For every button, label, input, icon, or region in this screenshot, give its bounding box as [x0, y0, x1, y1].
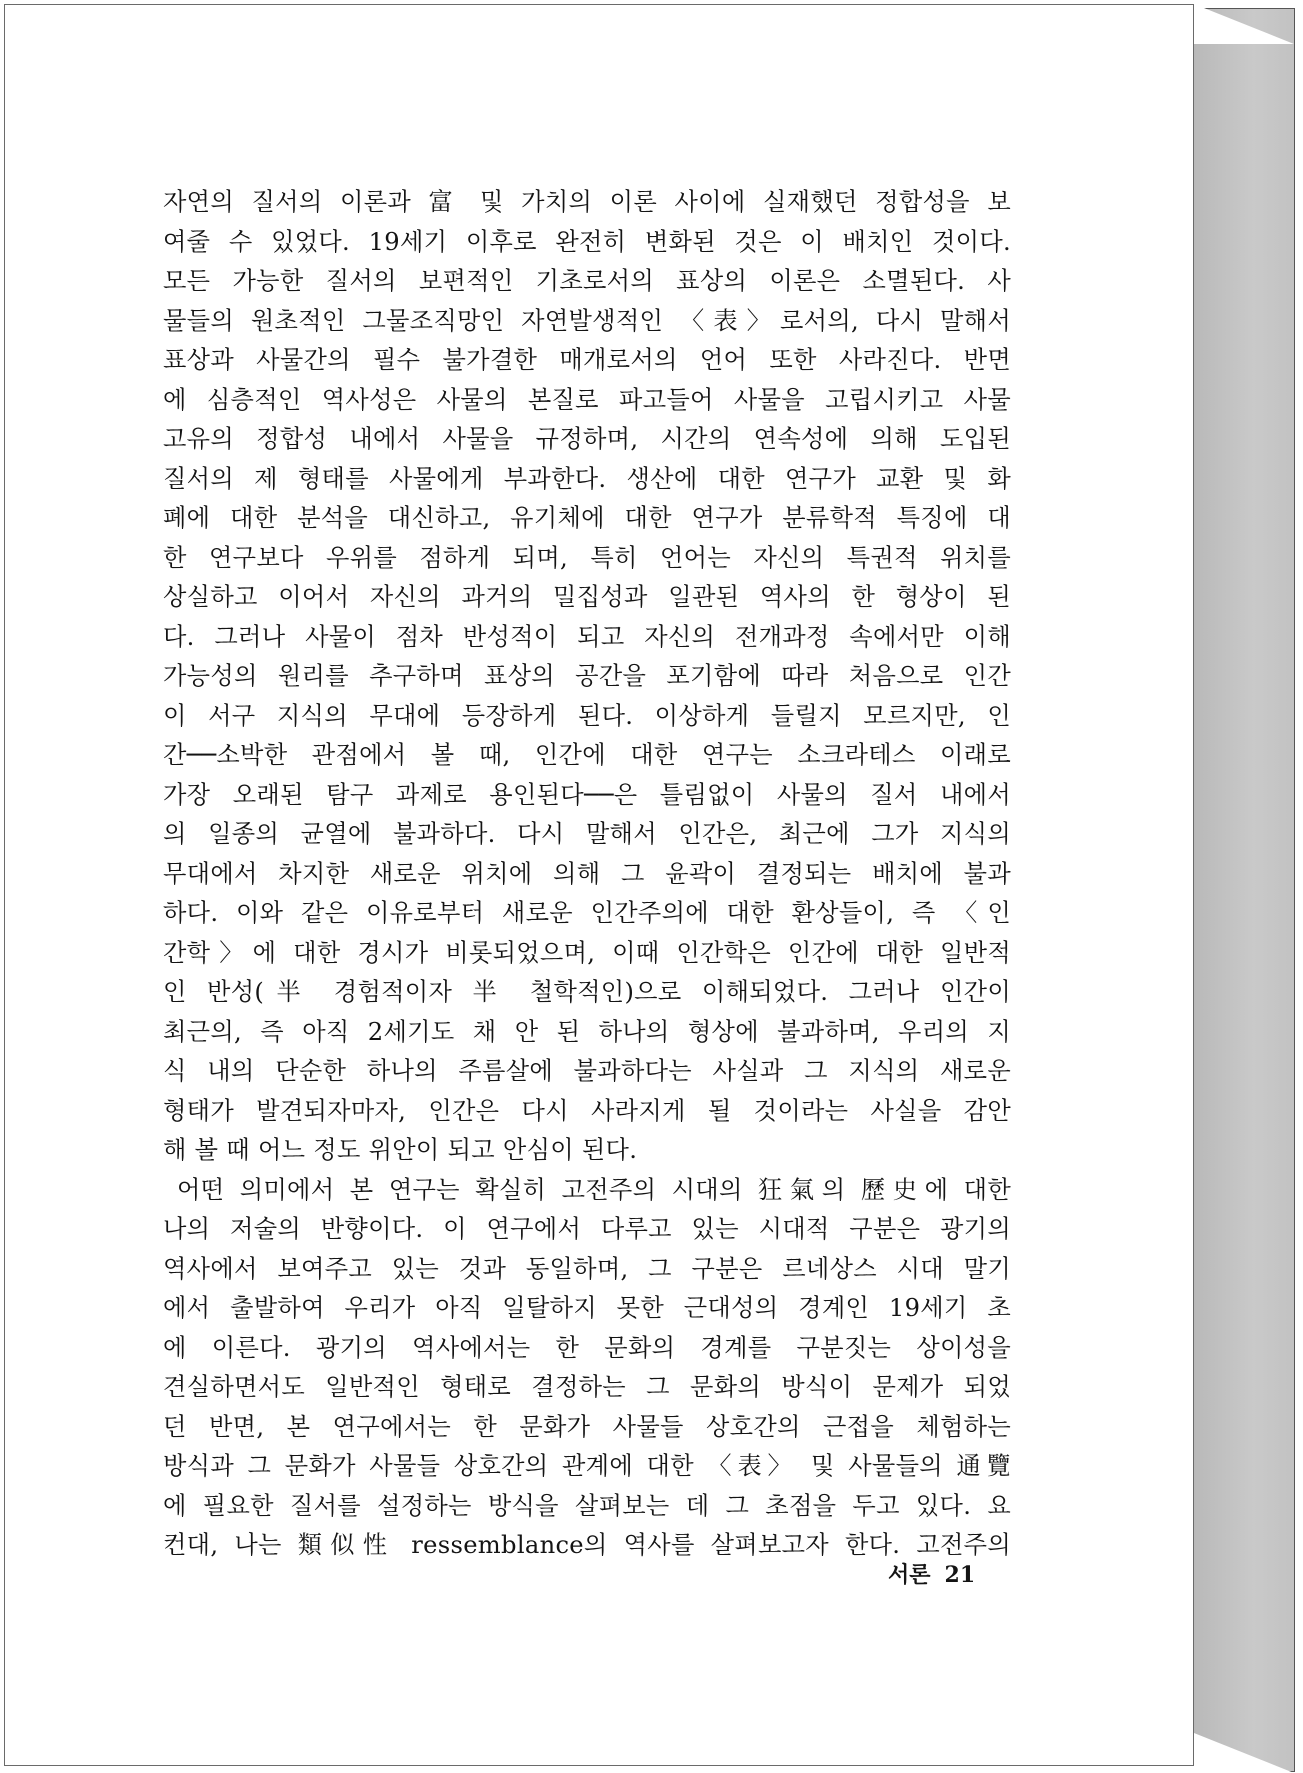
text-line: 식 내의 단순한 하나의 주름살에 불과하다는 사실과 그 지식의 새로운 [163, 1057, 1011, 1085]
text-line: 간학〉에 대한 경시가 비롯되었으며, 이때 인간학은 인간에 대한 일반적 [163, 938, 1011, 967]
text-line: 방식과 그 문화가 사물들 상호간의 관계에 대한 〈表〉 및 사물들의 通覽 [163, 1452, 1011, 1480]
text-line: 견실하면서도 일반적인 형태로 결정하는 그 문화의 방식이 문제가 되었 [163, 1373, 1011, 1401]
text-line: 질서의 제 형태를 사물에게 부과한다. 생산에 대한 연구가 교환 및 화 [163, 464, 1011, 493]
text-line: 무대에서 차지한 새로운 위치에 의해 그 윤곽이 결정되는 배치에 불과 [163, 859, 1011, 888]
text-line: 에 필요한 질서를 설정하는 방식을 살펴보는 데 그 초점을 두고 있다. 요 [163, 1491, 1011, 1520]
text-line: 물들의 원초적인 그물조직망인 자연발생적인 〈表〉로서의, 다시 말해서 [163, 306, 1011, 335]
text-line: 이 서구 지식의 무대에 등장하게 된다. 이상하게 들릴지 모르지만, 인 [163, 701, 1011, 730]
text-line: 폐에 대한 분석을 대신하고, 유기체에 대한 연구가 분류학적 특징에 대 [163, 504, 1011, 532]
text-line: 가장 오래된 탐구 과제로 용인된다──은 틀림없이 사물의 질서 내에서 [163, 780, 1011, 809]
page-edge-shadow [1194, 8, 1295, 1772]
text-line: 여줄 수 있었다. 19세기 이후로 완전히 변화된 것은 이 배치인 것이다. [163, 227, 1011, 256]
text-line: 간──소박한 관점에서 볼 때, 인간에 대한 연구는 소크라테스 이래로 [163, 741, 1011, 769]
text-line: 한 연구보다 우위를 점하게 되며, 특히 언어는 자신의 특권적 위치를 [163, 543, 1011, 572]
text-line: 나의 저술의 반향이다. 이 연구에서 다루고 있는 시대적 구분은 광기의 [163, 1215, 1011, 1243]
text-line: 형태가 발견되자마자, 인간은 다시 사라지게 될 것이라는 사실을 감안 [163, 1096, 1011, 1125]
text-line: 자연의 질서의 이론과 富 및 가치의 이론 사이에 실재했던 정합성을 보 [163, 188, 1011, 216]
folio-label: 서론 [888, 1562, 931, 1588]
text-line: 상실하고 이어서 자신의 과거의 밀집성과 일관된 역사의 한 형상이 된 [163, 583, 1011, 611]
text-line: 의 일종의 균열에 불과하다. 다시 말해서 인간은, 최근에 그가 지식의 [163, 820, 1011, 848]
text-line: 최근의, 즉 아직 2세기도 채 안 된 하나의 형상에 불과하며, 우리의 지 [163, 1017, 1011, 1046]
text-line: 컨대, 나는 類似性 ressemblance의 역사를 살펴보고자 한다. 고전주의 [163, 1531, 1011, 1559]
text-line: 고유의 정합성 내에서 사물을 규정하며, 시간의 연속성에 의해 도입된 [163, 425, 1011, 453]
text-line: 어떤 의미에서 본 연구는 확실히 고전주의 시대의 狂氣의 歷史에 대한 [177, 1175, 1011, 1204]
text-line: 던 반면, 본 연구에서는 한 문화가 사물들 상호간의 근접을 체험하는 [163, 1412, 1011, 1441]
page-number: 21 [944, 1562, 976, 1588]
paragraph [163, 183, 1011, 1171]
text-line: 하다. 이와 같은 이유로부터 새로운 인간주의에 대한 환상들이, 즉 〈인 [163, 899, 1011, 927]
text-line: 에 심층적인 역사성은 사물의 본질로 파고들어 사물을 고립시키고 사물 [163, 385, 1011, 414]
book-page [4, 4, 1194, 1766]
text-line: 가능성의 원리를 추구하며 표상의 공간을 포기함에 따라 처음으로 인간 [163, 662, 1011, 690]
text-line: 역사에서 보여주고 있는 것과 동일하며, 그 구분은 르네상스 시대 말기 [163, 1254, 1011, 1283]
text-line: 해 볼 때 어느 정도 위안이 되고 안심이 된다. [163, 1136, 638, 1164]
text-line: 에서 출발하여 우리가 아직 일탈하지 못한 근대성의 경계인 19세기 초 [163, 1294, 1011, 1322]
text-line: 에 이른다. 광기의 역사에서는 한 문화의 경계를 구분짓는 상이성을 [163, 1333, 1011, 1362]
text-line: 다. 그러나 사물이 점차 반성적이 되고 자신의 전개과정 속에서만 이해 [163, 622, 1011, 651]
text-line: 모든 가능한 질서의 보편적인 기초로서의 표상의 이론은 소멸된다. 사 [163, 267, 1011, 295]
body-text [163, 183, 1011, 1566]
text-line: 인 반성(半 경험적이자 半 철학적인)으로 이해되었다. 그러나 인간이 [163, 978, 1011, 1006]
text-line: 표상과 사물간의 필수 불가결한 매개로서의 언어 또한 사라진다. 반면 [163, 346, 1011, 374]
paragraph [163, 1171, 1011, 1566]
page-folio [888, 1558, 998, 1589]
